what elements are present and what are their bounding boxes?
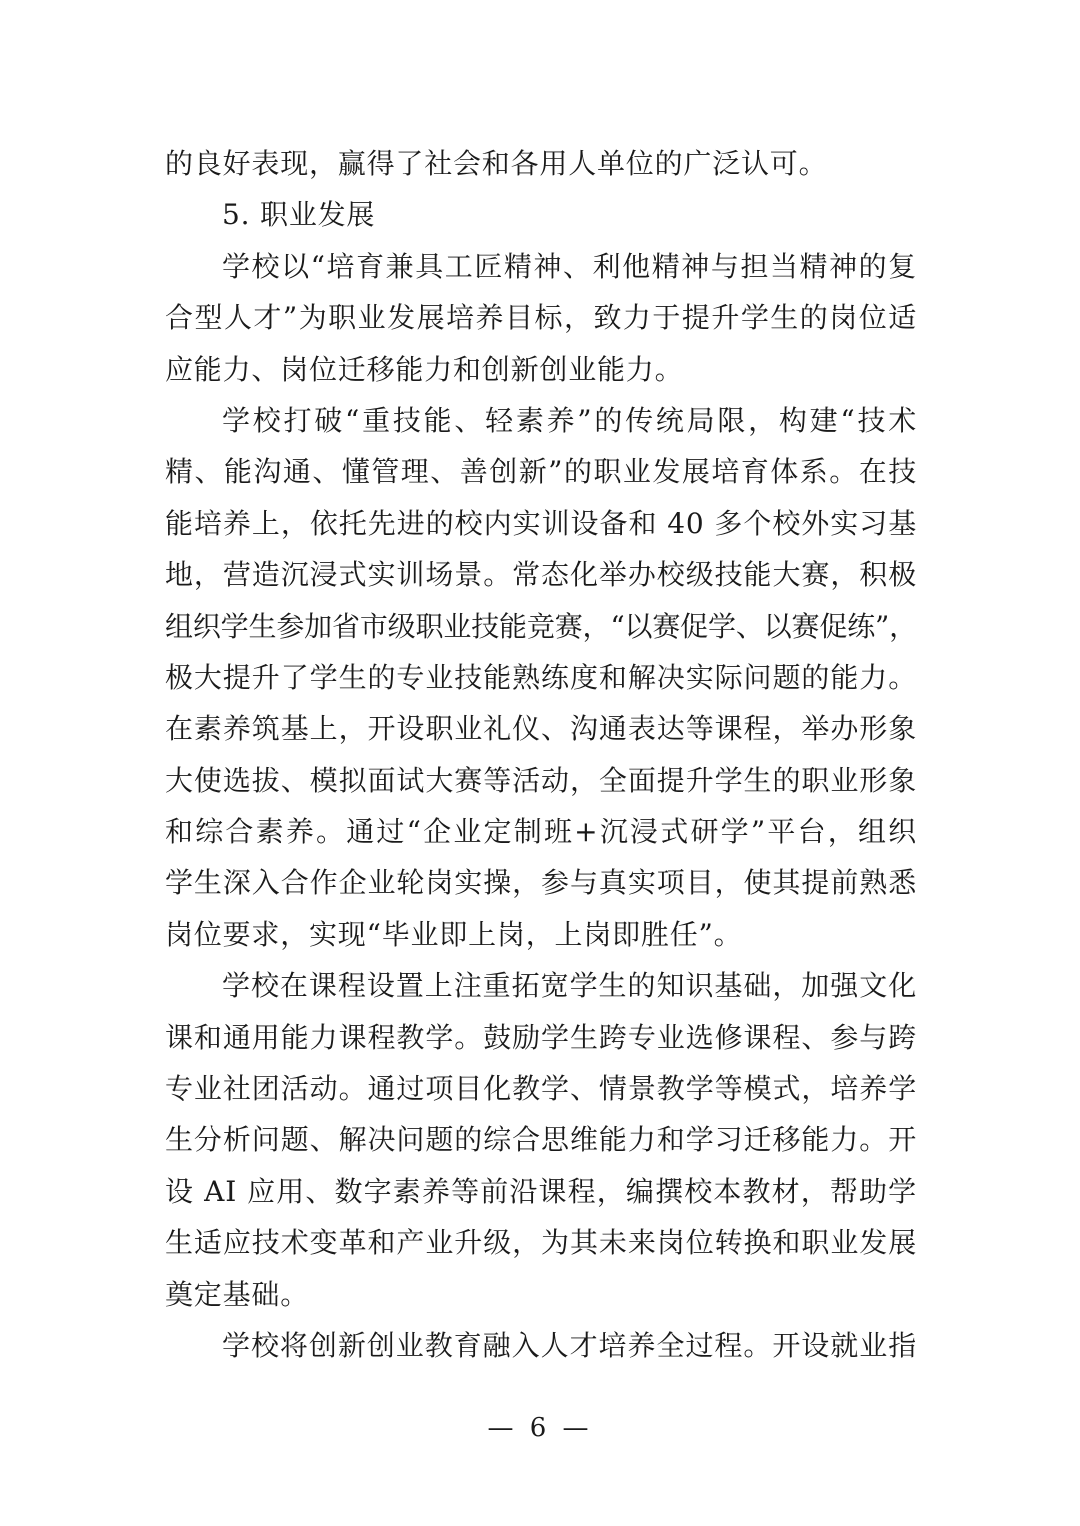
text-line: 地，营造沉浸式实训场景。常态化举办校级技能大赛，积极 <box>165 558 917 592</box>
text-line: 奠定基础。 <box>165 1277 310 1311</box>
text-line: 生分析问题、解决问题的综合思维能力和学习迁移能力。开 <box>165 1123 917 1157</box>
text-line: 5. 职业发展 <box>222 198 376 232</box>
text-line: 学校打破“重技能、轻素养”的传统局限，构建“技术 <box>222 403 917 437</box>
text-line: 应能力、岗位迁移能力和创新创业能力。 <box>165 352 684 386</box>
text-line: 极大提升了学生的专业技能熟练度和解决实际问题的能力。 <box>165 660 917 694</box>
text-line: 生适应技术变革和产业升级，为其未来岗位转换和职业发展 <box>165 1226 917 1260</box>
text-line: 能培养上，依托先进的校内实训设备和 40 多个校外实习基 <box>165 506 917 540</box>
text-line: 课和通用能力课程教学。鼓励学生跨专业选修课程、参与跨 <box>165 1020 917 1054</box>
text-line: 在素养筑基上，开设职业礼仪、沟通表达等课程，举办形象 <box>165 712 917 746</box>
text-line: 学校以“培育兼具工匠精神、利他精神与担当精神的复 <box>222 249 917 283</box>
text-line: 和综合素养。通过“企业定制班+沉浸式研学”平台，组织 <box>165 815 917 849</box>
text-line: 大使选拔、模拟面试大赛等活动，全面提升学生的职业形象 <box>165 763 917 797</box>
text-line: 学生深入合作企业轮岗实操，参与真实项目，使其提前熟悉 <box>165 866 917 900</box>
text-line: 专业社团活动。通过项目化教学、情景教学等模式，培养学 <box>165 1072 917 1106</box>
body-text <box>165 138 917 1371</box>
page-number: — 6 — <box>487 1413 593 1443</box>
text-line: 合型人才”为职业发展培养目标，致力于提升学生的岗位适 <box>165 301 917 335</box>
text-line: 的良好表现，赢得了社会和各用人单位的广泛认可。 <box>165 147 828 180</box>
text-line: 学校在课程设置上注重拓宽学生的知识基础，加强文化 <box>222 969 917 1003</box>
text-line: 学校将创新创业教育融入人才培养全过程。开设就业指 <box>222 1328 917 1362</box>
text-line: 岗位要求，实现“毕业即上岗，上岗即胜任”。 <box>165 917 743 951</box>
text-line: 组织学生参加省市级职业技能竞赛，“以赛促学、以赛促练”， <box>165 609 917 643</box>
text-line: 精、能沟通、懂管理、善创新”的职业发展培育体系。在技 <box>165 455 917 489</box>
text-line: 设 AI 应用、数字素养等前沿课程，编撰校本教材，帮助学 <box>165 1174 917 1208</box>
